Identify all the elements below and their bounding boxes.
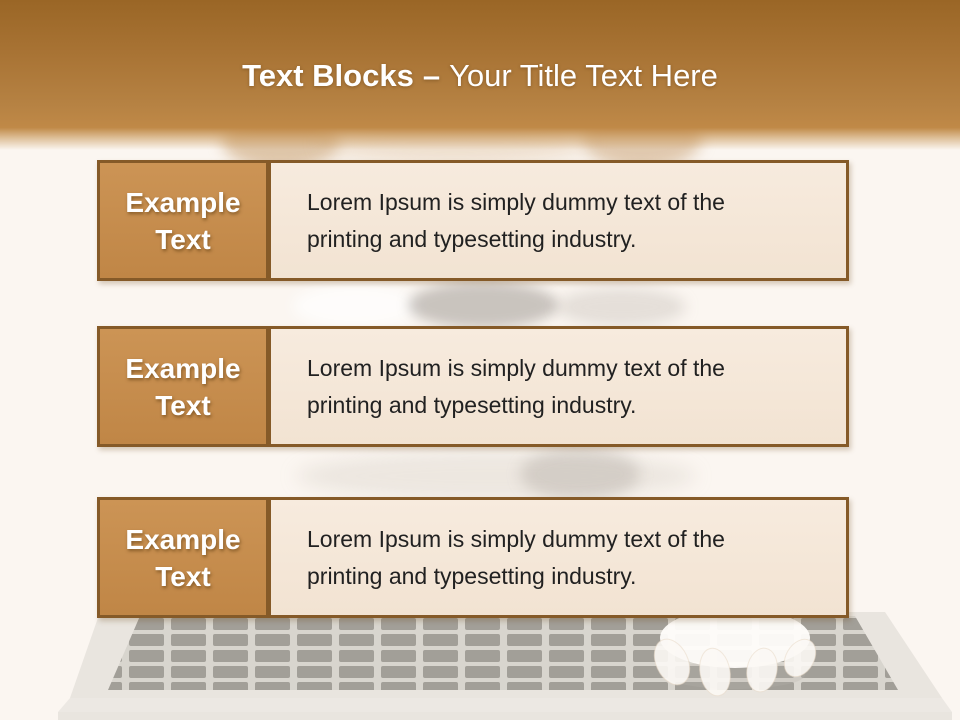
block-body-text <box>271 329 846 444</box>
header-gradient-band <box>0 0 960 150</box>
block-label: Example Text <box>100 329 271 444</box>
block-body-line: Lorem Ipsum is simply dummy text of the <box>307 525 725 552</box>
dog-body-shape <box>296 452 696 500</box>
block-body-line: Lorem Ipsum is simply dummy text of the <box>307 354 725 381</box>
block-body-line: printing and typesetting industry. <box>307 225 637 252</box>
block-body-line: printing and typesetting industry. <box>307 391 637 418</box>
block-body-line: printing and typesetting industry. <box>307 562 637 589</box>
text-block-row <box>97 497 849 618</box>
slide-title <box>0 57 960 95</box>
title-regular-part: Your Title Text Here <box>449 58 718 93</box>
title-bold-part: Text Blocks <box>242 58 414 93</box>
title-separator: – <box>422 58 441 93</box>
keyboard-image <box>0 600 960 720</box>
block-body-text <box>271 163 846 278</box>
dog-chest-shape <box>292 284 420 328</box>
text-block-row <box>97 160 849 281</box>
block-body-line: Lorem Ipsum is simply dummy text of the <box>307 188 725 215</box>
paw-shadow-shape <box>665 661 805 689</box>
dog-shoulder-shape <box>556 288 686 326</box>
dog-collar-shape <box>408 282 558 328</box>
block-label: Example Text <box>100 500 271 615</box>
paw-image <box>647 608 822 698</box>
block-label: Example Text <box>100 163 271 278</box>
text-block-row <box>97 326 849 447</box>
block-body-text <box>271 500 846 615</box>
dog-leg-shape <box>520 448 640 500</box>
